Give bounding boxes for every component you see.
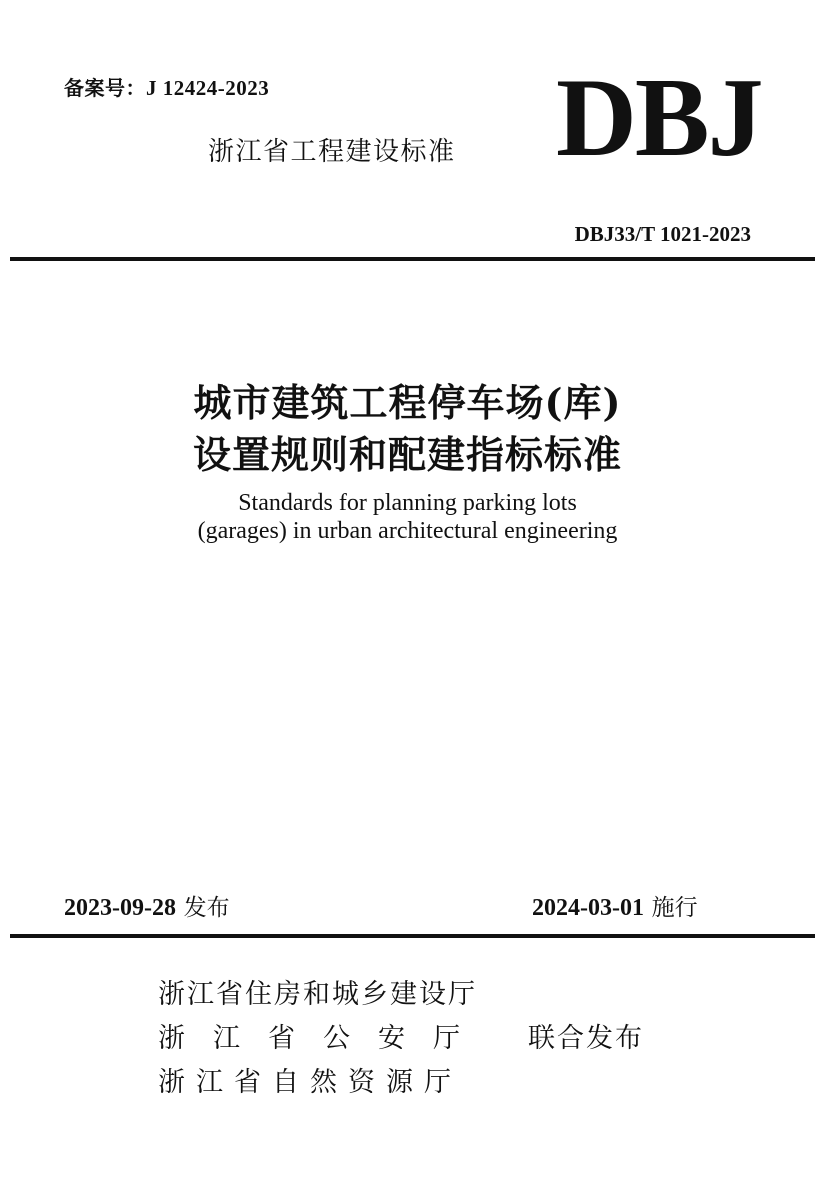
issuer-housing-department: 浙江省住房和城乡建设厅 — [158, 979, 477, 1010]
issuer-public-security: 浙江省公安厅 — [158, 1023, 488, 1054]
standard-code: DBJ33/T 1021-2023 — [574, 222, 751, 246]
standard-type: 浙江省工程建设标准 — [208, 137, 456, 167]
joint-issue-label: 联合发布 — [528, 1023, 644, 1054]
effective-date — [532, 889, 698, 922]
issuer-natural-resources: 浙江省自然资源厅 — [158, 1067, 462, 1098]
issue-date-value: 2023-09-28 — [64, 895, 176, 921]
top-divider — [10, 257, 815, 261]
issue-date-label: 发布 — [183, 895, 230, 921]
title-zh-line2: 设置规则和配建指标标准 — [192, 432, 622, 477]
issuer-public-security-row — [158, 1016, 644, 1056]
dbj-logo: DBJ — [556, 56, 762, 180]
effective-date-value: 2024-03-01 — [532, 895, 644, 921]
record-number-value: J 12424-2023 — [146, 76, 270, 100]
effective-date-label: 施行 — [651, 895, 698, 921]
title-zh-line1: 城市建筑工程停车场(库) — [193, 380, 622, 425]
title-en-line2: (garages) in urban architectural engineering — [197, 518, 618, 544]
record-number — [64, 72, 269, 101]
title-en-line1: Standards for planning parking lots — [238, 490, 577, 516]
record-number-label: 备案号： — [64, 76, 146, 100]
bottom-divider — [10, 934, 815, 938]
issue-date — [64, 889, 230, 922]
